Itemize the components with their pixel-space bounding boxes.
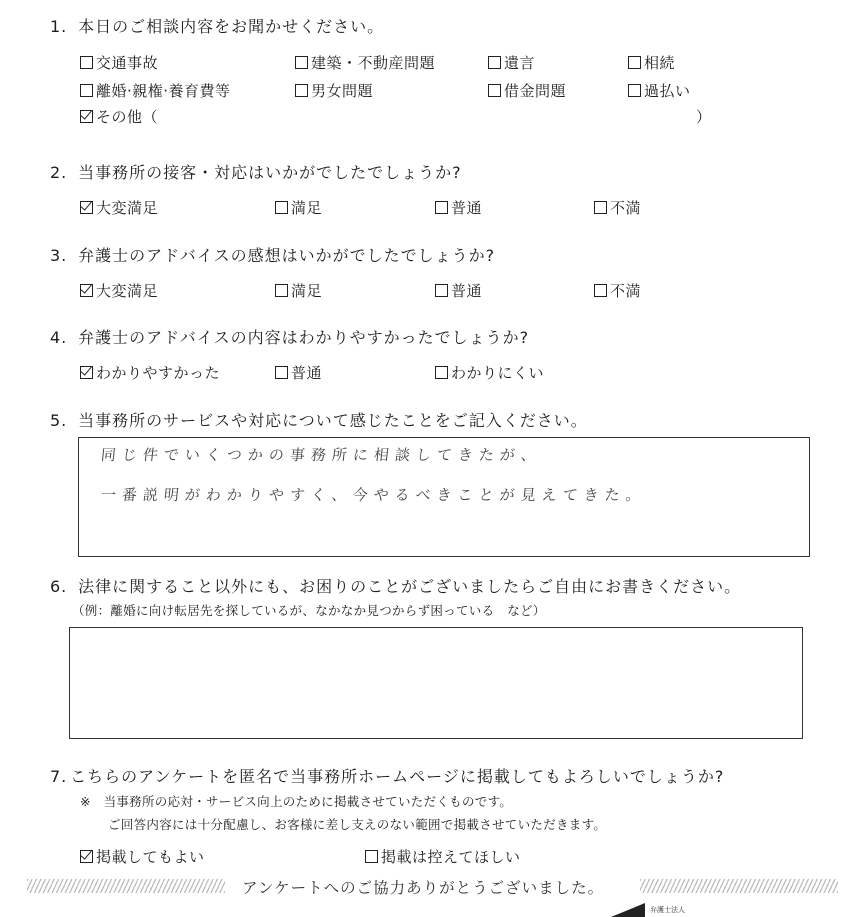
- question-number: 5.: [50, 411, 68, 430]
- checkbox[interactable]: [80, 84, 93, 97]
- option-label: 普通: [291, 364, 323, 382]
- option-label: わかりにくい: [451, 364, 545, 382]
- question-6: [50, 574, 741, 597]
- question-text: 当事務所の接客・対応はいかがでしたでしょうか?: [78, 163, 462, 182]
- checkbox-checked[interactable]: [80, 366, 93, 379]
- option-debt[interactable]: [488, 80, 566, 101]
- checkbox[interactable]: [435, 284, 448, 297]
- checkbox[interactable]: [275, 366, 288, 379]
- option-satisfied[interactable]: [275, 280, 322, 301]
- option-label: 男女問題: [311, 82, 374, 100]
- checkbox[interactable]: [275, 284, 288, 297]
- option-overpayment[interactable]: [628, 80, 691, 101]
- other-close-paren: ）: [696, 108, 712, 126]
- option-real-estate[interactable]: [295, 52, 435, 73]
- thank-you-message: アンケートへのご協力ありがとうございました。: [242, 879, 605, 897]
- option-publish-decline[interactable]: [365, 846, 521, 867]
- option-label: 交通事故: [96, 54, 159, 72]
- option-divorce[interactable]: [80, 80, 231, 101]
- question-3: [50, 243, 495, 266]
- option-label: 大変満足: [96, 282, 159, 300]
- option-normal[interactable]: [435, 280, 482, 301]
- comment-box[interactable]: [78, 437, 810, 557]
- question-number: 4.: [50, 328, 68, 347]
- option-publish-ok[interactable]: [80, 846, 205, 867]
- checkbox[interactable]: [295, 56, 308, 69]
- option-label: 不満: [610, 282, 642, 300]
- option-normal[interactable]: [435, 197, 482, 218]
- question-text: 当事務所のサービスや対応について感じたことをご記入ください。: [78, 411, 588, 430]
- question-2: [50, 160, 462, 183]
- question-text: こちらのアンケートを匿名で当事務所ホームページに掲載してもよろしいでしょうか?: [70, 767, 725, 786]
- option-very-satisfied[interactable]: [80, 280, 158, 301]
- question-7: [50, 764, 724, 787]
- checkbox[interactable]: [488, 56, 501, 69]
- checkbox[interactable]: [365, 850, 378, 863]
- option-dissatisfied[interactable]: [594, 197, 641, 218]
- question-5: [50, 408, 588, 431]
- option-hard-to-understand[interactable]: [435, 362, 544, 383]
- checkbox[interactable]: [435, 201, 448, 214]
- checkbox[interactable]: [80, 56, 93, 69]
- option-label: 大変満足: [96, 199, 159, 217]
- example-note: （例：離婚に向け転居先を探しているが、なかなか見つからず困っている など）: [72, 603, 546, 618]
- checkbox[interactable]: [435, 366, 448, 379]
- checkbox[interactable]: [488, 84, 501, 97]
- option-label: 遺言: [504, 54, 536, 72]
- question-4: [50, 325, 529, 348]
- checkbox[interactable]: [628, 56, 641, 69]
- question-number: 1.: [50, 17, 68, 36]
- option-label: 満足: [291, 282, 323, 300]
- firm-logo-text: 弁護士法人: [650, 906, 685, 914]
- question-text: 弁護士のアドバイスの内容はわかりやすかったでしょうか?: [78, 328, 530, 347]
- checkbox[interactable]: [628, 84, 641, 97]
- question-number: 2.: [50, 163, 68, 182]
- question-text: 弁護士のアドバイスの感想はいかがでしたでしょうか?: [78, 246, 496, 265]
- decorative-hatch-left: [27, 879, 225, 893]
- option-label: 離婚·親権·養育費等: [96, 82, 231, 100]
- option-label: 普通: [451, 282, 483, 300]
- option-will[interactable]: [488, 52, 535, 73]
- free-comment-box[interactable]: [69, 627, 803, 739]
- option-label: わかりやすかった: [96, 364, 221, 382]
- checkbox[interactable]: [275, 201, 288, 214]
- question-number: 6.: [50, 577, 68, 596]
- checkbox[interactable]: [594, 201, 607, 214]
- checkbox[interactable]: [594, 284, 607, 297]
- question-1: [50, 14, 384, 37]
- checkbox-checked[interactable]: [80, 201, 93, 214]
- option-label: 借金問題: [504, 82, 567, 100]
- option-label: 満足: [291, 199, 323, 217]
- option-dissatisfied[interactable]: [594, 280, 641, 301]
- option-label: 建築・不動産問題: [311, 54, 436, 72]
- handwritten-answer-line-2: 一番説明がわかりやすく、今やるべきことが見えてきた。: [100, 486, 648, 504]
- option-inheritance[interactable]: [628, 52, 675, 73]
- publication-note-2: ご回答内容には十分配慮し、お客様に差し支えのない範囲で掲載させていただきます。: [108, 817, 607, 832]
- option-label: 掲載してもよい: [96, 848, 205, 866]
- option-relationship[interactable]: [295, 80, 373, 101]
- checkbox-checked[interactable]: [80, 284, 93, 297]
- publication-note-1: ※ 当事務所の応対・サービス向上のために掲載させていただくものです。: [80, 794, 513, 809]
- question-text: 法律に関すること以外にも、お困りのことがございましたらご自由にお書きください。: [78, 577, 742, 596]
- option-easy-to-understand[interactable]: [80, 362, 220, 383]
- option-very-satisfied[interactable]: [80, 197, 158, 218]
- option-label: 過払い: [644, 82, 691, 100]
- question-number: 3.: [50, 246, 68, 265]
- option-label: 不満: [610, 199, 642, 217]
- checkbox[interactable]: [295, 84, 308, 97]
- option-label: その他（: [96, 108, 159, 126]
- option-label: 相続: [644, 54, 676, 72]
- option-normal[interactable]: [275, 362, 322, 383]
- question-number: 7.: [50, 767, 68, 786]
- decorative-hatch-right: [640, 879, 838, 893]
- option-other[interactable]: [80, 106, 158, 127]
- checkbox-checked[interactable]: [80, 110, 93, 123]
- option-traffic-accident[interactable]: [80, 52, 158, 73]
- option-label: 掲載は控えてほしい: [381, 848, 521, 866]
- question-text: 本日のご相談内容をお聞かせください。: [78, 17, 385, 36]
- option-satisfied[interactable]: [275, 197, 322, 218]
- checkbox-checked[interactable]: [80, 850, 93, 863]
- option-label: 普通: [451, 199, 483, 217]
- handwritten-answer-line-1: 同じ件でいくつかの事務所に相談してきたが、: [100, 446, 543, 464]
